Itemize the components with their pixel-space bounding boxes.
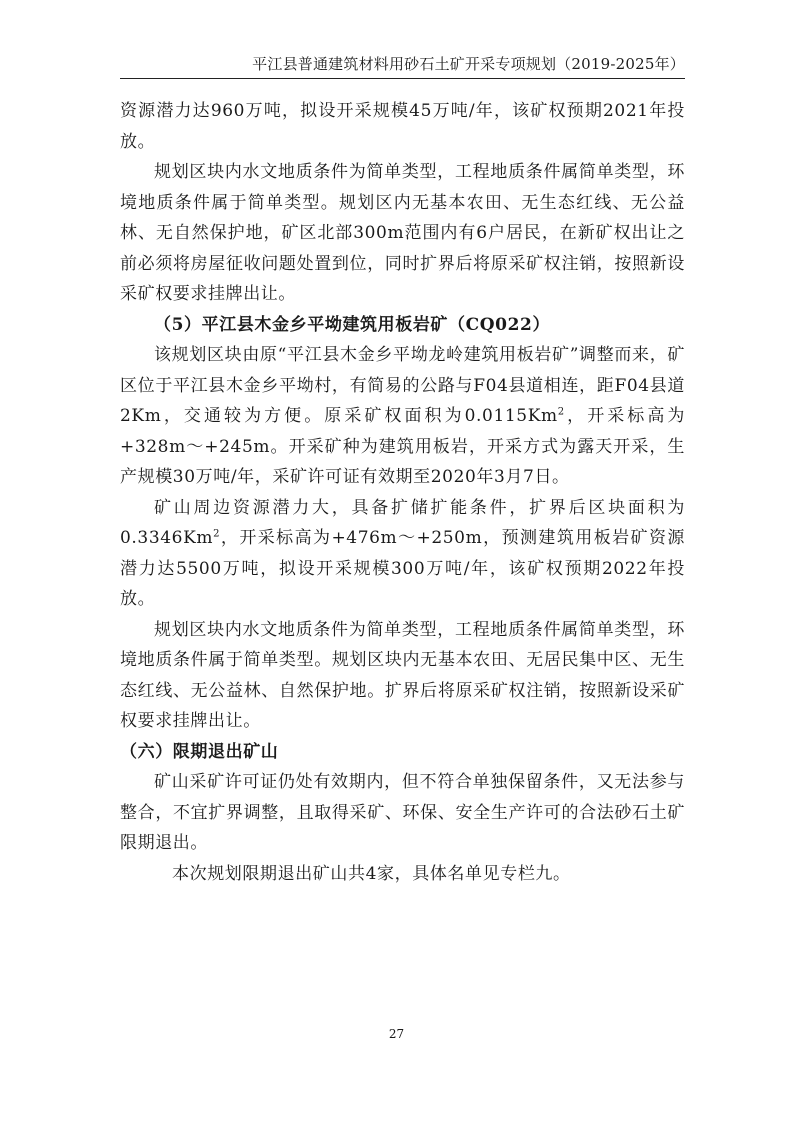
paragraph-resource-potential: 资源潜力达960万吨，拟设开采规模45万吨/年，该矿权预期2021年投放。 <box>120 101 685 152</box>
paragraph-cq022-expansion-part1: 矿山周边资源潜力大，具备扩储扩能条件，扩界后区块面积为0.3346Km <box>120 497 685 548</box>
section-heading-exit-mines: （六）限期退出矿山 <box>120 741 279 762</box>
superscript-two: 2 <box>557 406 565 418</box>
paragraph-cq022-origin-part2: ，开采标高为+328m～+245m。开采矿种为建筑用板岩，开采方式为露天开采，生产规模30万吨/年，采矿许可证有效期至2020年3月7日。 <box>120 406 685 487</box>
paragraph-cq022-origin-part1: 该规划区块由原“平江县木金乡平坳龙岭建筑用板岩矿”调整而来，矿区位于平江县木金乡平坳村，有简易的公路与F04县道相连，距F04县道2Km，交通较为方便。原采矿权面积为0.0115Km <box>120 345 685 426</box>
superscript-two: 2 <box>213 528 221 540</box>
page-number: 27 <box>388 1027 405 1041</box>
paragraph-cq022-expansion <box>120 493 685 615</box>
paragraph-exit-count: 本次规划限期退出矿山共4家，具体名单见专栏九。 <box>172 863 571 884</box>
section-heading-cq022: （5）平江县木金乡平坳建筑用板岩矿（CQ022） <box>154 314 551 335</box>
header-title: 平江县普通建筑材料用砂石土矿开采专项规划（2019-2025年） <box>252 55 685 73</box>
document-body <box>120 96 685 889</box>
paragraph-cq022-origin <box>120 340 685 493</box>
paragraph-geology-conditions: 规划区块内水文地质条件为简单类型，工程地质条件属简单类型，环境地质条件属于简单类型。规划区内无基本农田、无生态红线、无公益林、无自然保护地，矿区北部300m范围内有6户居民，在新矿权出让之前必须将房屋征收问题处置到位，同时扩界后将原采矿权注销，按照新设采矿权要求挂牌出让。 <box>120 162 685 304</box>
paragraph-cq022-expansion-part2: ，开采标高为+476m～+250m，预测建筑用板岩矿资源潜力达5500万吨，拟设开采规模300万吨/年，该矿权预期2022年投放。 <box>120 528 685 609</box>
paragraph-cq022-geology: 规划区块内水文地质条件为简单类型，工程地质条件属简单类型，环境地质条件属于简单类型。规划区块内无基本农田、无居民集中区、无生态红线、无公益林、自然保护地。扩界后将原采矿权注销，按照新设采矿权要求挂牌出让。 <box>120 619 685 731</box>
paragraph-exit-criteria: 矿山采矿许可证仍处有效期内，但不符合单独保留条件，又无法参与整合，不宜扩界调整，且取得采矿、环保、安全生产许可的合法砂石土矿限期退出。 <box>120 772 685 853</box>
page-header <box>120 52 685 79</box>
